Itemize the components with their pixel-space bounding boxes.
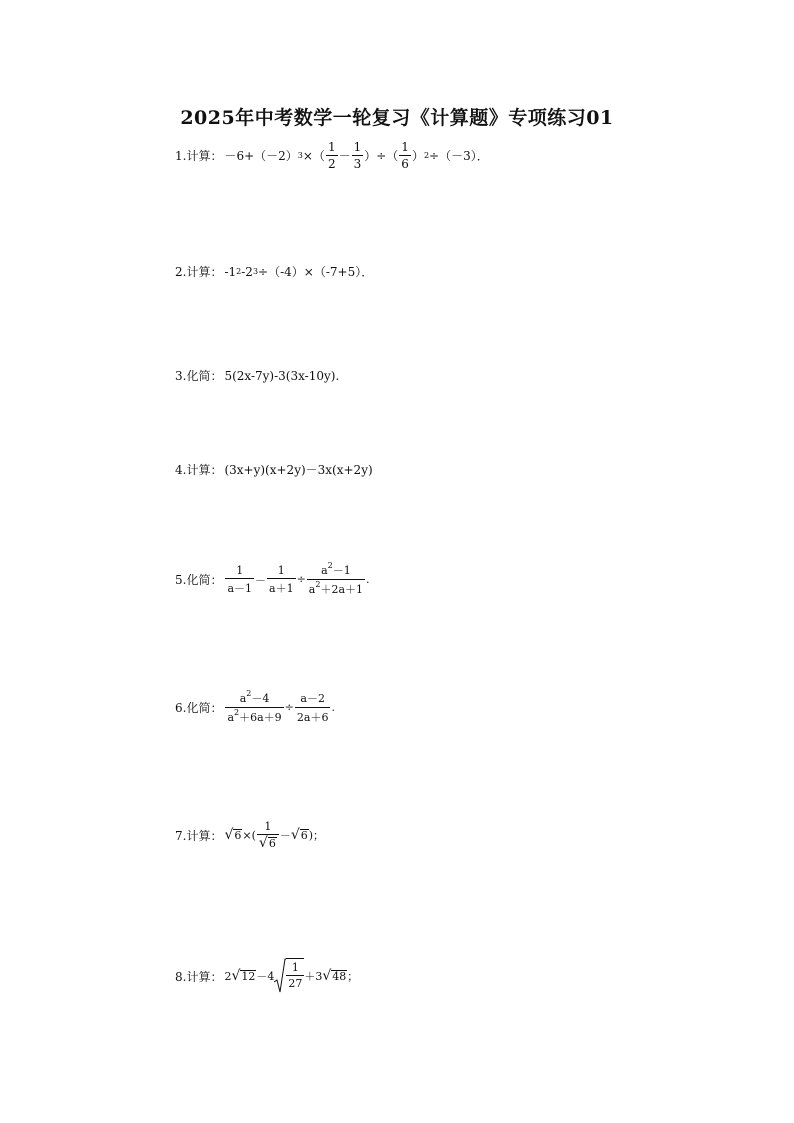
question-label: 1.计算： [175, 149, 223, 163]
radicand: 12 [241, 969, 256, 983]
numerator: 1 [353, 140, 362, 154]
question-label: 4.计算： [175, 463, 223, 477]
var: a [321, 564, 328, 577]
expr-text: ； [347, 970, 359, 983]
square-root [322, 969, 347, 983]
question-label: 2.计算： [175, 265, 223, 279]
numerator: 1 [327, 140, 336, 154]
denominator [257, 834, 279, 850]
expression [224, 820, 324, 850]
question-1 [175, 140, 489, 171]
fraction [399, 140, 411, 171]
var: a [227, 711, 235, 724]
expr-text: . [366, 573, 370, 586]
fraction [225, 690, 283, 725]
question-6 [175, 690, 335, 725]
exponent: 2 [327, 561, 333, 570]
operator: ×( [242, 828, 256, 842]
operator: ＋3 [304, 970, 323, 983]
radicand: 6 [234, 828, 242, 842]
expression [224, 690, 335, 725]
square-root [224, 828, 242, 842]
exponent: 2 [246, 689, 252, 698]
radicand: 6 [300, 828, 308, 842]
expr-text: －1 [332, 564, 351, 577]
expr-text: -2 [241, 264, 253, 279]
radicand: 6 [268, 836, 276, 850]
fraction [307, 562, 365, 597]
fraction [267, 564, 296, 596]
denominator: 3 [353, 157, 362, 171]
radical-sign-icon: √ [258, 835, 268, 851]
operator: ÷ [296, 573, 306, 586]
question-label: 8.计算： [175, 969, 223, 984]
expr-text: －6+（－2） [224, 149, 298, 163]
denominator: 6 [401, 157, 409, 171]
question-5 [175, 562, 370, 597]
numerator: 1 [264, 820, 272, 833]
denominator: a－1 [225, 578, 254, 596]
denominator: a＋1 [267, 578, 296, 596]
expr-text: ×（ [302, 149, 325, 163]
expr-text: ÷（-4）×（-7+5）． [258, 265, 374, 279]
expr-text: ） [411, 149, 424, 163]
question-label: 7.计算： [175, 828, 223, 843]
question-label: 6.化简： [175, 701, 223, 715]
fraction [326, 140, 338, 171]
expr-text: -1 [224, 264, 237, 279]
expression: (3x+y)(x+2y)－3x(x+2y) [224, 463, 373, 477]
expr-text: ＋6a＋9 [239, 711, 282, 724]
coefficient: 2 [224, 969, 232, 983]
fraction [286, 958, 304, 994]
operator: － [255, 573, 267, 587]
expression: -1 2 -2 3 ÷（-4）×（-7+5）． [224, 264, 374, 279]
denominator: 2 [327, 157, 336, 171]
expression: －6+（－2） 3 ×（ $\frac{1}{2}$ － $\frac{1}{3}$ ）÷（ $\frac{1}{6}$ ） 2 ÷（－3）． [224, 140, 489, 171]
expr-text: )； [308, 829, 325, 842]
exponent: 2 [315, 580, 321, 589]
radical-sign-icon: √ [224, 827, 234, 843]
question-label: 5.化简： [175, 573, 223, 587]
numerator: 1 [291, 961, 299, 974]
fraction [295, 690, 331, 725]
numerator: 1 [277, 563, 285, 577]
numerator: 1 [401, 140, 409, 154]
radical-sign-icon: √ [290, 827, 300, 843]
operator: ÷ [284, 701, 294, 714]
radical-sign-icon [274, 958, 286, 994]
radical-sign-icon: √ [322, 968, 332, 984]
numerator [319, 562, 353, 579]
operator: － [279, 829, 291, 842]
expression [224, 958, 358, 994]
radical-sign-icon: √ [231, 968, 241, 984]
numerator: a－2 [300, 692, 325, 705]
square-root [291, 828, 309, 842]
fraction [257, 820, 279, 850]
numerator [238, 690, 272, 707]
expr-text: ÷（－3）． [429, 149, 489, 163]
question-3 [175, 367, 339, 384]
square-root [274, 958, 304, 994]
var: a [308, 583, 316, 596]
denominator: 27 [288, 977, 303, 990]
fraction [352, 140, 364, 171]
expr-text: －4 [251, 692, 270, 705]
exponent: 2 [234, 708, 240, 717]
question-label: 3.化简： [175, 369, 223, 383]
denominator [225, 707, 283, 725]
expression: 5(2x-7y)-3(3x-10y). [224, 368, 340, 383]
expr-text: － [338, 149, 351, 163]
square-root [231, 969, 256, 983]
fraction [225, 564, 254, 596]
question-2 [175, 263, 373, 280]
question-4 [175, 461, 373, 478]
numerator: 1 [236, 563, 244, 577]
denominator [307, 579, 365, 597]
page-title: 2025年中考数学一轮复习《计算题》专项练习01 [180, 107, 614, 129]
square-root [259, 836, 277, 850]
expr-text: . [331, 701, 335, 714]
radicand: 48 [332, 969, 347, 983]
question-8 [175, 958, 358, 994]
operator: －4 [256, 970, 275, 983]
question-7 [175, 820, 324, 850]
expression [224, 562, 369, 597]
expr-text: ＋2a＋1 [320, 583, 364, 596]
expr-text: ）÷（ [364, 149, 399, 163]
var: a [239, 692, 247, 705]
denominator: 2a＋6 [295, 707, 331, 725]
